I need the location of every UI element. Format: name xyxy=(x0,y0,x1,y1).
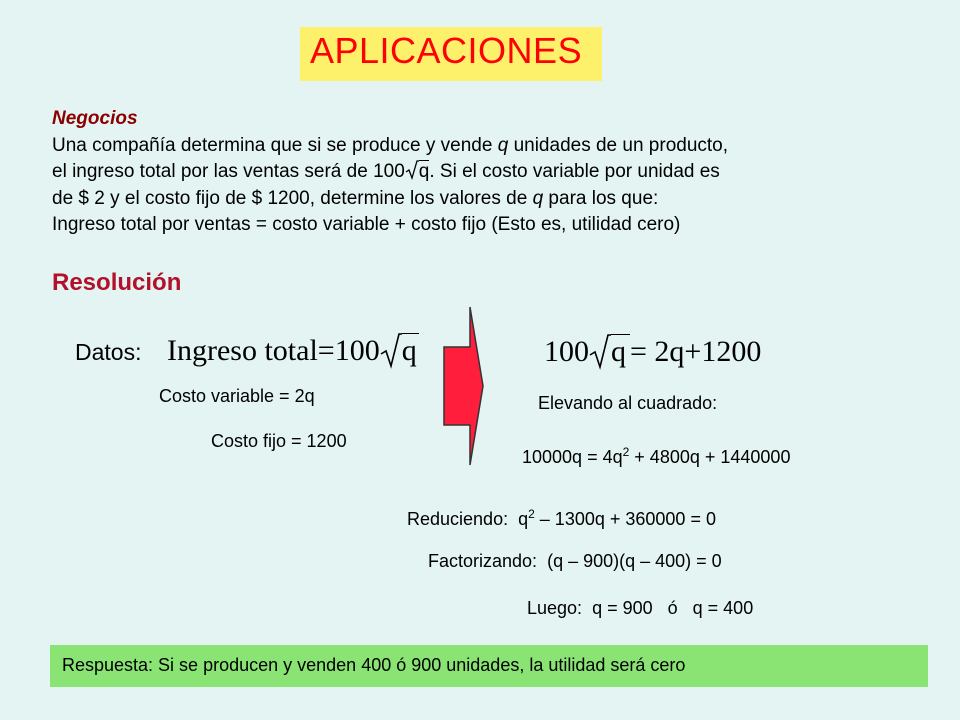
line2-b: . Si el costo variable por unidad es xyxy=(429,161,720,182)
squared-equation xyxy=(522,445,790,468)
problem-line-3 xyxy=(52,186,912,213)
reduciendo-line xyxy=(407,507,716,530)
ingreso-eq: =100 xyxy=(317,334,380,367)
problem-line-2 xyxy=(52,159,912,186)
main-equation xyxy=(544,333,761,371)
luego-line xyxy=(527,598,753,619)
squared-a: 10000q = 4q xyxy=(522,447,623,467)
problem-label: Negocios xyxy=(52,108,138,129)
answer-text: Respuesta: Si se producen y venden 400 ó 900 unidades, la utilidad será cero xyxy=(62,655,686,675)
sqrt-symbol xyxy=(380,332,402,370)
line1-b: unidades de un producto, xyxy=(508,134,729,156)
resolution-heading: Resolución xyxy=(52,269,182,296)
line1-var: q xyxy=(497,134,509,156)
arrow-icon xyxy=(440,305,486,467)
eq-rhs: = 2q+1200 xyxy=(630,335,762,368)
reduciendo-label: Reduciendo: xyxy=(407,509,509,529)
problem-statement xyxy=(52,106,912,239)
line2-a: el ingreso total por las ventas será de 100 xyxy=(52,161,405,182)
problem-line-1 xyxy=(52,133,912,160)
sqrt-symbol xyxy=(405,159,419,186)
ingreso-radicand: q xyxy=(401,334,417,367)
line1-a: Una compañía determina que si se produce y vende xyxy=(52,134,498,156)
sqrt-symbol xyxy=(589,333,611,371)
eq-lhs: 100 xyxy=(544,335,589,368)
line3-a: de $ 2 y el costo fijo de $ 1200, determine los valores de xyxy=(52,187,533,209)
squared-exp: 2 xyxy=(622,445,630,459)
reduciendo-b: – 1300q + 360000 = 0 xyxy=(534,509,716,529)
factorizando-eq: (q – 900)(q – 400) = 0 xyxy=(547,551,722,571)
costo-variable: Costo variable = 2q xyxy=(159,386,315,406)
line3-var: q xyxy=(532,187,544,209)
factorizando-label: Factorizando: xyxy=(428,551,538,571)
ingreso-lhs: Ingreso total xyxy=(167,334,318,367)
luego-label: Luego: xyxy=(527,598,583,618)
luego-eq: q = 900 ó q = 400 xyxy=(592,598,754,618)
problem-line-4: Ingreso total por ventas = costo variable + costo fijo (Esto es, utilidad cero) xyxy=(52,214,681,235)
reduciendo-a: q xyxy=(518,509,529,529)
line3-b: para los que: xyxy=(543,187,659,209)
page-title: APLICACIONES xyxy=(310,30,583,71)
reduciendo-exp: 2 xyxy=(528,507,535,521)
factorizando-line xyxy=(428,551,722,572)
costo-fijo: Costo fijo = 1200 xyxy=(211,431,347,451)
line2-radicand: q xyxy=(418,161,430,182)
datos-label: Datos: xyxy=(75,339,142,365)
ingreso-equation xyxy=(167,332,419,370)
eq-radicand: q xyxy=(611,334,630,368)
squared-b: + 4800q + 1440000 xyxy=(629,447,791,467)
elevando-label: Elevando al cuadrado: xyxy=(538,393,718,413)
